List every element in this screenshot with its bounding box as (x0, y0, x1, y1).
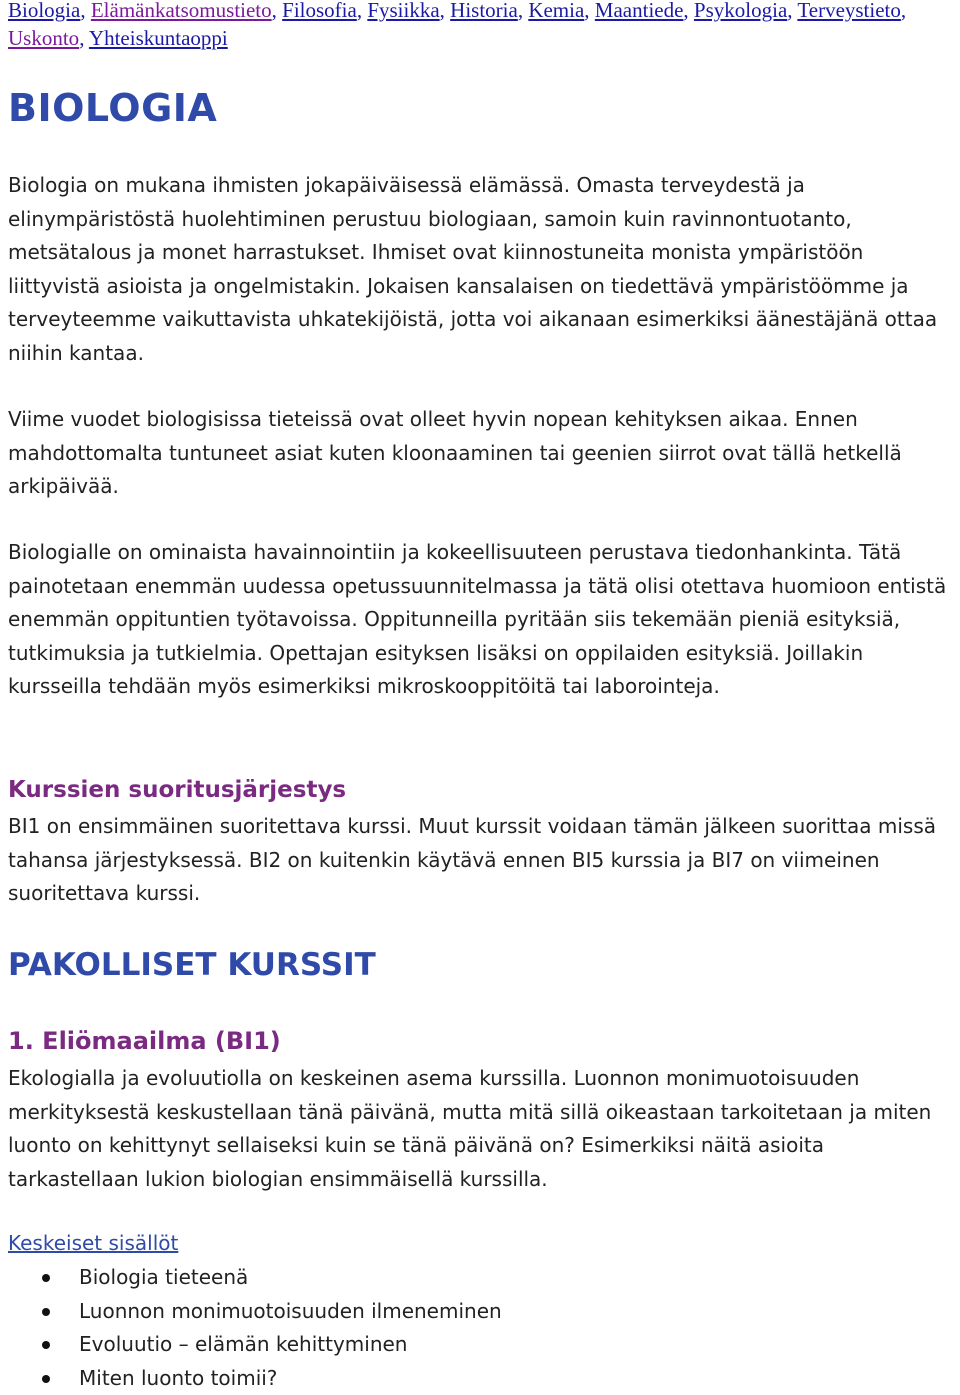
nav-link-elamankatsomustieto[interactable]: Elämänkatsomustieto (91, 0, 272, 22)
key-contents-list (8, 1261, 502, 1395)
course-order-heading: Kurssien suoritusjärjestys (8, 774, 346, 806)
key-contents-label: Keskeiset sisällöt (8, 1228, 178, 1258)
nav-link-kemia[interactable]: Kemia (528, 0, 584, 22)
nav-link-maantiede[interactable]: Maantiede (595, 0, 684, 22)
nav-link-historia[interactable]: Historia (450, 0, 518, 22)
nav-link-uskonto[interactable]: Uskonto (8, 26, 79, 50)
bullet-icon (42, 1375, 50, 1383)
list-item-label: Luonnon monimuotoisuuden ilmeneminen (79, 1299, 502, 1323)
bullet-icon (42, 1308, 50, 1316)
intro-paragraph-1: Biologia on mukana ihmisten jokapäiväisessä elämässä. Omasta terveydestä ja elinympäristöstä huolehtiminen perustuu biologiaan, samoin kuin ravinnontuotanto, metsätalous ja monet harrastukset. Ihmiset ovat kiinnostuneita monista ympäristöön liittyvistä asioista ja ongelmistakin. Jokaisen kansalaisen on tiedettävä ympäristöömme ja terveyteemme vaikuttavista uhkatekijöistä, jotta voi aikanaan esimerkiksi äänestäjänä ottaa niihin kantaa. (8, 169, 958, 370)
list-item (8, 1328, 502, 1362)
intro-paragraph-3: Biologialle on ominaista havainnointiin ja kokeellisuuteen perustava tiedonhankinta. Tätä painotetaan enemmän uudessa opetussuunnitelmassa ja tätä olisi otettava huomioon entistä enemmän oppituntien työtavoissa. Oppitunneilla pyritään siis tekemään pieniä esityksiä, tutkimuksia ja tutkielmia. Opettajan esityksen lisäksi on oppilaiden esityksiä. Joillakin kursseilla tehdään myös esimerkiksi mikroskooppitöitä tai laborointeja. (8, 536, 958, 704)
list-item-label: Biologia tieteenä (79, 1265, 248, 1289)
nav-link-yhteiskuntaoppi[interactable]: Yhteiskuntaoppi (89, 26, 228, 50)
nav-link-filosofia[interactable]: Filosofia (282, 0, 357, 22)
intro-paragraph-2: Viime vuodet biologisissa tieteissä ovat olleet hyvin nopean kehityksen aikaa. Ennen mahdottomalta tuntuneet asiat kuten kloonaaminen tai geenien siirrot ovat tällä hetkellä arkipäivää. (8, 403, 958, 504)
nav-link-fysiikka[interactable]: Fysiikka (367, 0, 439, 22)
list-item (8, 1295, 502, 1329)
bullet-icon (42, 1341, 50, 1349)
subject-nav: Biologia, Elämänkatsomustieto, Filosofia, Fysiikka, Historia, Kemia, Maantiede, Psykologia, Terveystieto, Uskonto, Yhteiskuntaoppi (8, 0, 938, 52)
list-item-label: Evoluutio – elämän kehittyminen (79, 1332, 407, 1356)
mandatory-courses-heading: PAKOLLISET KURSSIT (8, 946, 376, 984)
page-title: BIOLOGIA (8, 86, 217, 130)
nav-link-biologia[interactable]: Biologia (8, 0, 80, 22)
list-item (8, 1261, 502, 1295)
course-bi1-title: 1. Eliömaailma (BI1) (8, 1025, 281, 1057)
course-order-text: BI1 on ensimmäinen suoritettava kurssi. Muut kurssit voidaan tämän jälkeen suorittaa missä tahansa järjestyksessä. BI2 on kuitenkin käytävä ennen BI5 kurssia ja BI7 on viimeinen suoritettava kurssi. (8, 810, 958, 911)
list-item-label: Miten luonto toimii? (79, 1366, 277, 1390)
course-bi1-description: Ekologialla ja evoluutiolla on keskeinen asema kurssilla. Luonnon monimuotoisuuden merkityksestä keskustellaan tänä päivänä, mutta mitä sillä oikeastaan tarkoitetaan ja miten luonto on kehittynyt sellaiseksi kuin se tänä päivänä on? Esimerkiksi näitä asioita tarkastellaan lukion biologian ensimmäisellä kurssilla. (8, 1062, 958, 1196)
nav-link-terveystieto[interactable]: Terveystieto (797, 0, 901, 22)
bullet-icon (42, 1274, 50, 1282)
nav-link-psykologia[interactable]: Psykologia (694, 0, 787, 22)
